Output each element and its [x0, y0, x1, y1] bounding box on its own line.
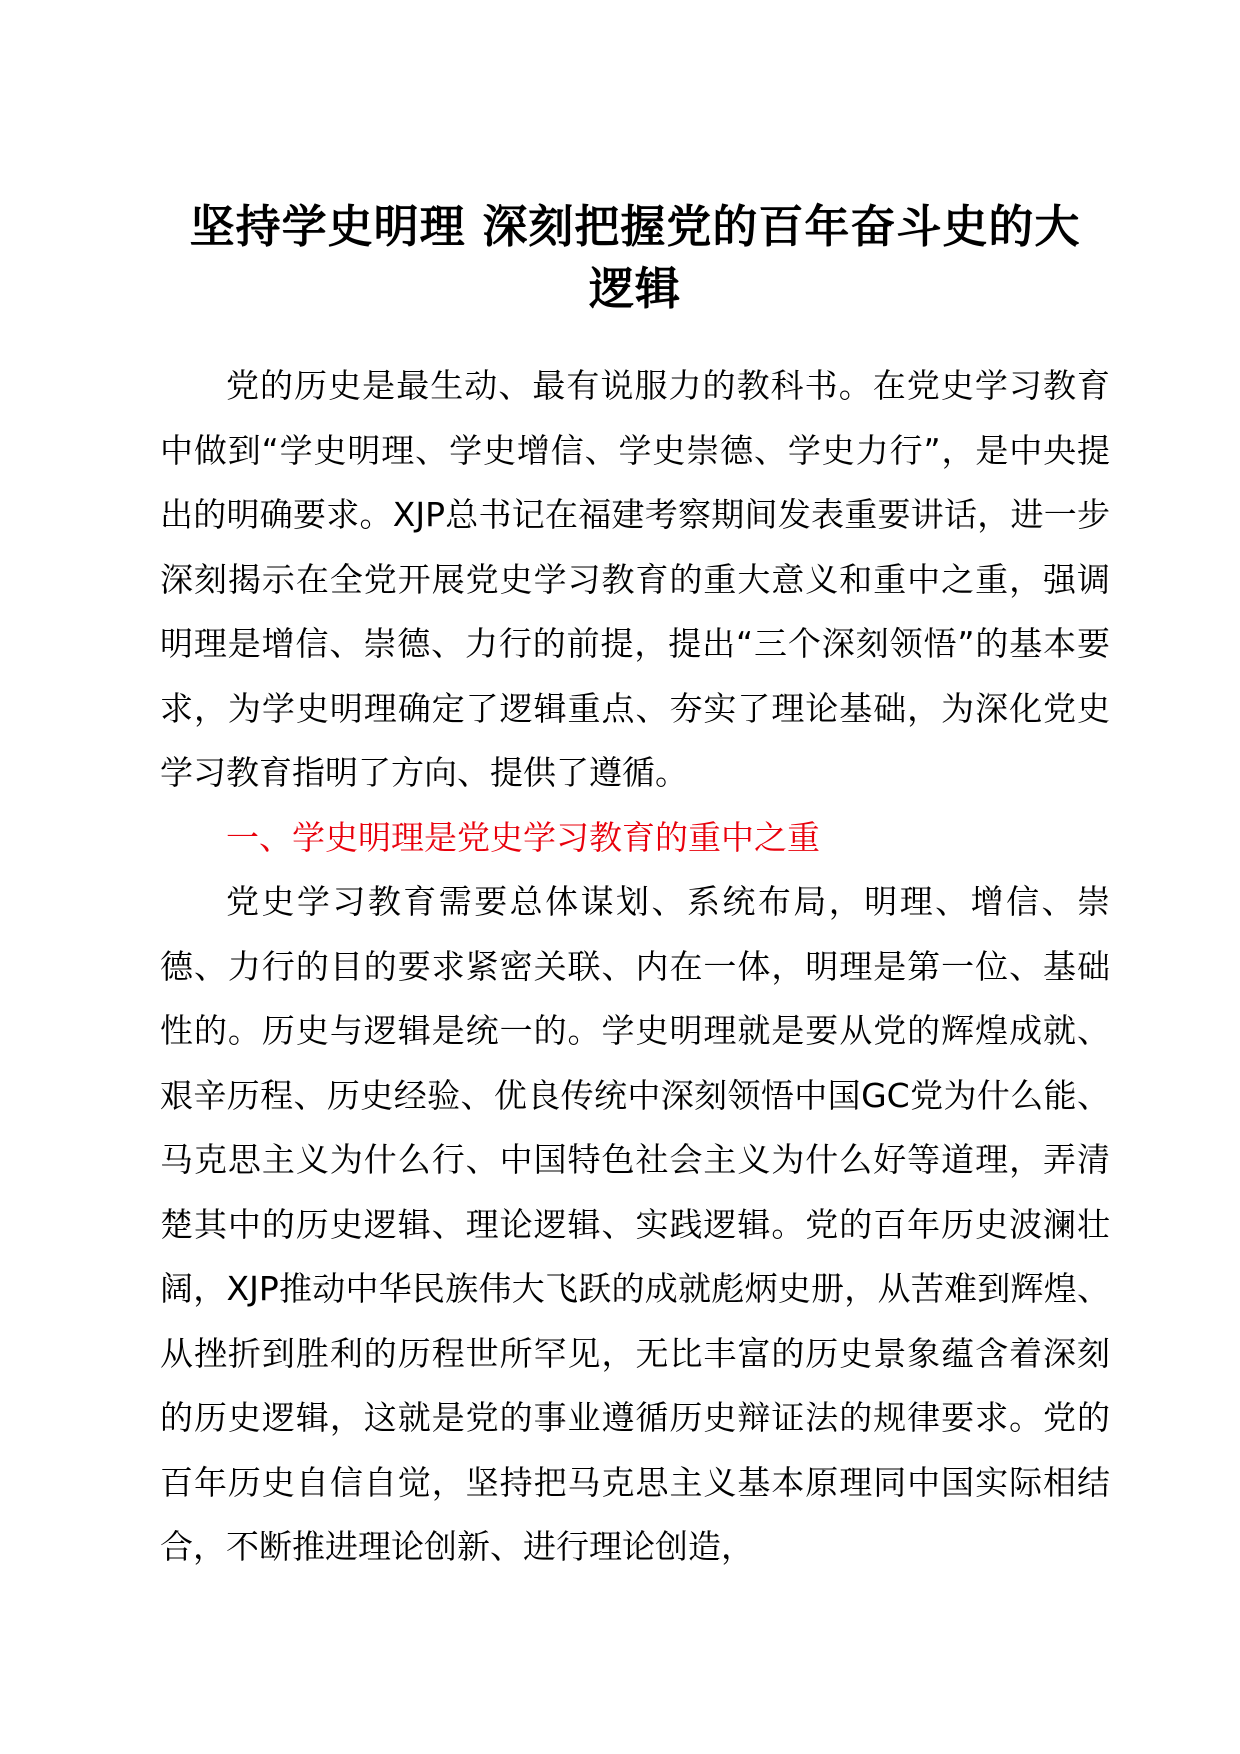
section-heading-1: 一、学史明理是党史学习教育的重中之重 [226, 817, 820, 857]
title-line-1: 坚持学史明理 深刻把握党的百年奋斗史的大 [189, 200, 1081, 253]
title-line-2: 逻辑 [588, 262, 681, 315]
paragraph-section-1: 党史学习教育需要总体谋划、系统布局，明理、增信、崇德、力行的目的要求紧密关联、内在一体，明理是第一位、基础性的。历史与逻辑是统一的。学史明理就是要从党的辉煌成就、艰辛历程、历史经验、优良传统中深刻领悟中国GC党为什么能、马克思主义为什么行、中国特色社会主义为什么好等道理，弄清楚其中的历史逻辑、理论逻辑、实践逻辑。党的百年历史波澜壮阔，XJP推动中华民族伟大飞跃的成就彪炳史册，从苦难到辉煌、从挫折到胜利的历程世所罕见，无比丰富的历史景象蕴含着深刻的历史逻辑，这就是党的事业遵循历史辩证法的规律要求。党的百年历史自信自觉，坚持把马克思主义基本原理同中国实际相结合，不断推进理论创新、进行理论创造， [160, 882, 1110, 1566]
document-page [160, 196, 1110, 1580]
document-title [160, 196, 1110, 320]
paragraph-intro: 党的历史是最生动、最有说服力的教科书。在党史学习教育中做到“学史明理、学史增信、学史崇德、学史力行”，是中央提出的明确要求。XJP总书记在福建考察期间发表重要讲话，进一步深刻揭示在全党开展党史学习教育的重大意义和重中之重，强调明理是增信、崇德、力行的前提，提出“三个深刻领悟”的基本要求，为学史明理确定了逻辑重点、夯实了理论基础，为深化党史学习教育指明了方向、提供了遵循。 [160, 366, 1110, 792]
